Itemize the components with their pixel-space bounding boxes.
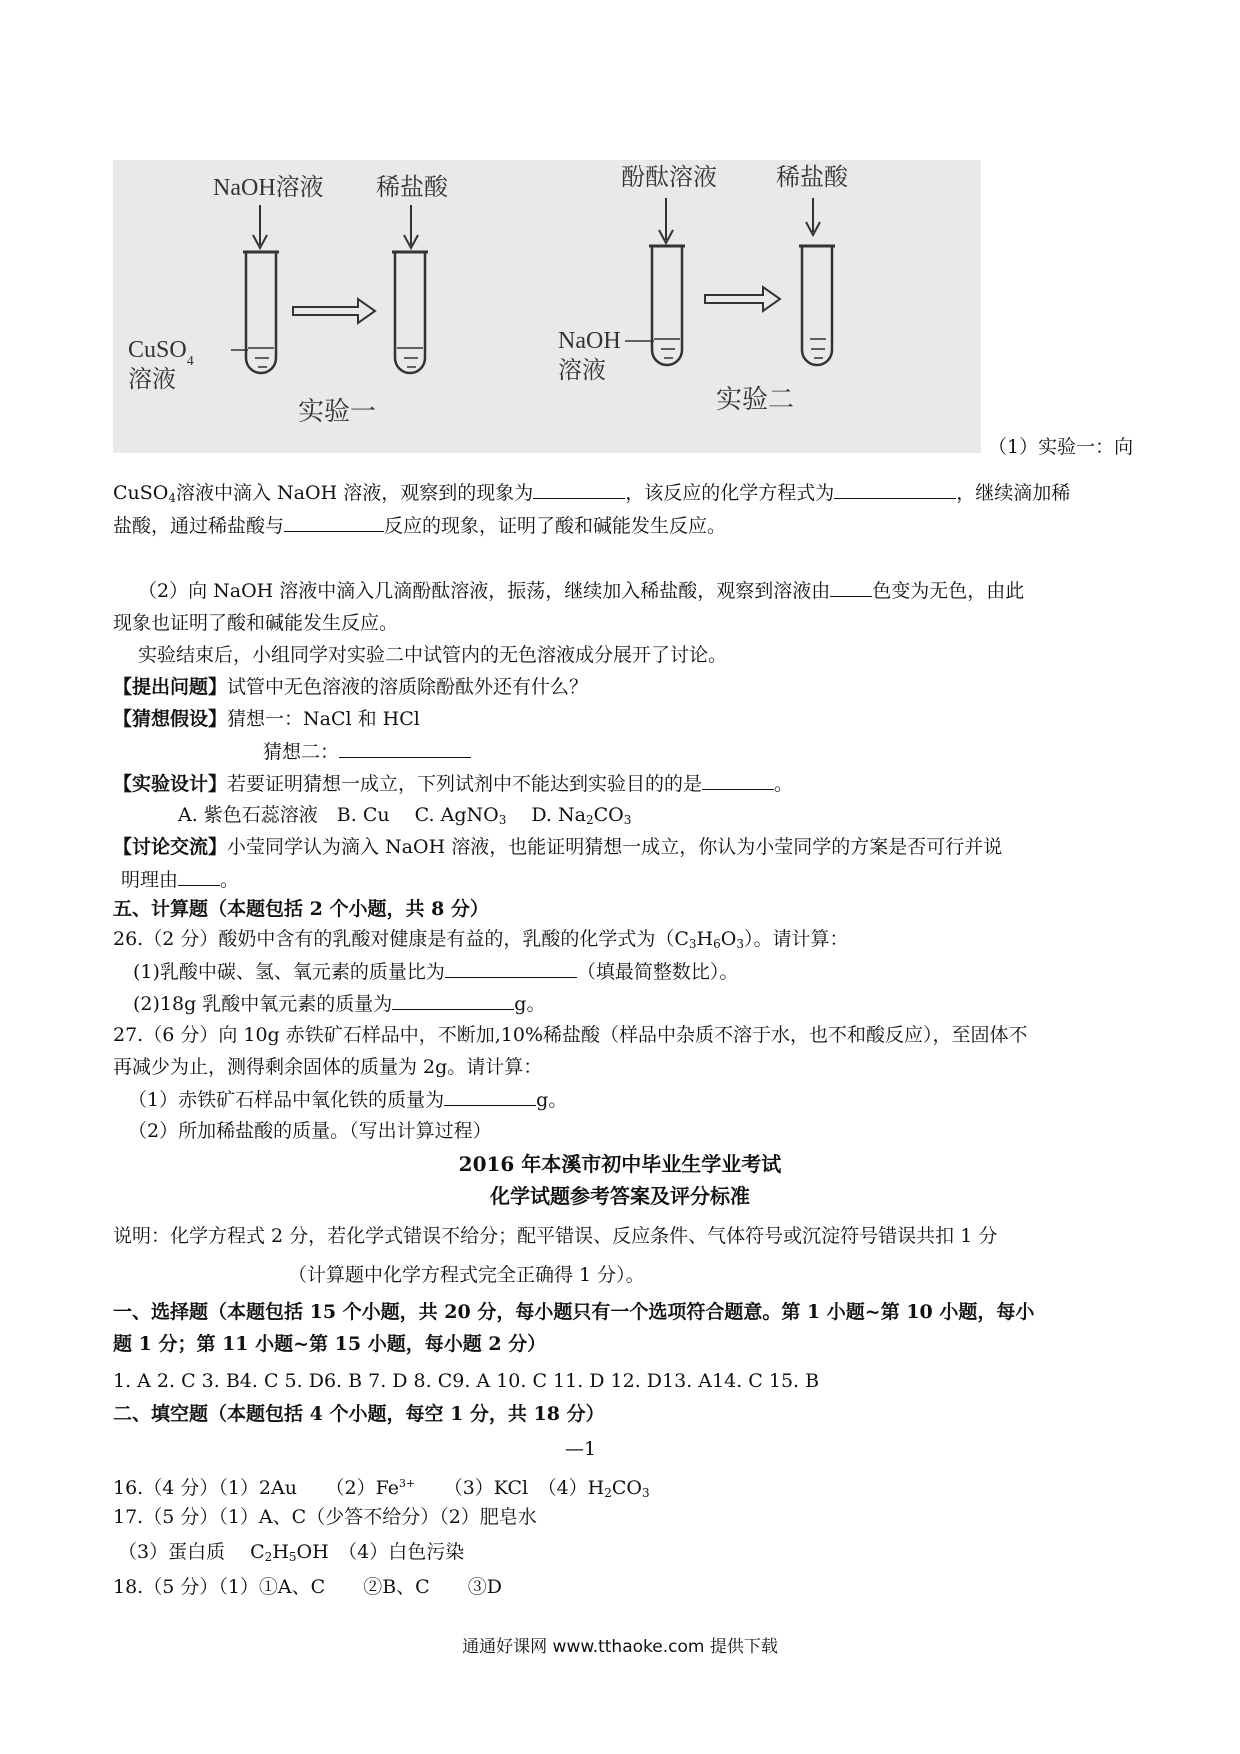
exp1-test-tube-1 <box>231 252 279 373</box>
answer-blank[interactable] <box>533 478 625 499</box>
answer-blank[interactable] <box>339 737 471 758</box>
answer-16: 16.（4 分）（1）2Au $(2)Fe^{3+}$ （3）KCl $(4)H_2CO_3$ <box>113 1477 650 1500</box>
text-line: 说明：化学方程式 2 分，若化学式错误不给分；配平错误、反应条件、气体符号或沉淀符号错误共扣 1 分 <box>113 1225 998 1247</box>
answer-17-cont: （3）蛋白质 $C_2H_5OH$ （4）白色污染 <box>118 1541 465 1564</box>
experiment-diagram <box>113 160 981 453</box>
answer-blank[interactable] <box>830 576 872 597</box>
text-line: 猜想二： <box>263 737 471 766</box>
q1-intro: （1）实验一：向 <box>988 436 1134 458</box>
section-heading: 五、计算题（本题包括 2 个小题，共 8 分） <box>113 898 489 920</box>
exp2-solution-label: NaOH <box>558 328 621 354</box>
text-line: 【提出问题】试管中无色溶液的溶质除酚酞外还有什么？ <box>113 676 589 698</box>
answer-blank[interactable] <box>444 1085 536 1106</box>
exp2-solution-label-2: 溶液 <box>558 358 606 384</box>
answer-blank[interactable] <box>702 769 774 790</box>
answer-blank[interactable] <box>284 511 384 532</box>
text-line: CuSO$_4$溶液中滴入 NaOH 溶液，观察到的现象为 ，该反应的化学方程式为 ，继续滴加稀 <box>113 478 1070 512</box>
exp1-caption: 实验一 <box>298 397 377 426</box>
text-line: （计算题中化学方程式完全正确得 1 分）。 <box>288 1264 645 1286</box>
exp2-test-tube-1 <box>625 246 685 365</box>
exp1-solution-label: CuSO <box>128 337 187 363</box>
exp1-reagent2-label: 稀盐酸 <box>376 175 448 201</box>
answers-line: 1. A 2. C 3. B4. C 5. D6. B 7. D 8. C9. A 10. C 11. D 12. D13. A14. C 15. B <box>113 1370 820 1392</box>
exp1-solution-sub: 4 <box>186 354 194 369</box>
exp2-process-arrow <box>705 287 780 311</box>
exp1-process-arrow <box>293 299 375 323</box>
exp2-test-tube-2 <box>799 246 835 365</box>
page-number: —1 <box>565 1438 597 1460</box>
text-line: (2)18g 乳酸中氧元素的质量为 g。 <box>133 989 545 1018</box>
svg-text:CuSO4 <box>128 337 194 369</box>
text-line: 现象也证明了酸和碱能发生反应。 <box>113 612 399 634</box>
answer-blank[interactable] <box>392 989 514 1010</box>
exp1-reagent1-label: NaOH溶液 <box>213 175 324 201</box>
footer-text: 通通好课网 www.tthaoke.com 提供下载 <box>462 1637 778 1657</box>
answer-18: 18.（5 分）（1）①A、C ②B、C ③D <box>113 1576 502 1598</box>
exp1-test-tube-2 <box>392 252 428 373</box>
answer-blank[interactable] <box>178 865 220 886</box>
question-26: 26.（2 分）酸奶中含有的乳酸对健康是有益的，乳酸的化学式为$(C_3H_6O_3)$。请计算： <box>113 928 849 951</box>
text-line: （2）所加稀盐酸的质量。（写出计算过程） <box>128 1120 492 1142</box>
choice-line: A. 紫色石蕊溶液 B. Cu C. AgNO$_3$ D. $Na_2CO_3$ <box>178 804 632 827</box>
question-27: 27.（6 分）向 10g 赤铁矿石样品中，不断加,10%稀盐酸（样品中杂质不溶于水，也不和酸反应），至固体不 <box>113 1024 1028 1046</box>
text-line: 【讨论交流】小莹同学认为滴入 NaOH 溶液，也能证明猜想一成立，你认为小莹同学的方案是否可行并说 <box>113 836 1003 858</box>
answer-key-subtitle: 化学试题参考答案及评分标准 <box>490 1184 750 1208</box>
text-line: （1）赤铁矿石样品中氧化铁的质量为 g。 <box>128 1085 567 1114</box>
text-line: 【猜想假设】猜想一：NaCl 和 HCl <box>113 708 420 730</box>
text-line: 盐酸，通过稀盐酸与 反应的现象，证明了酸和碱能发生反应。 <box>113 511 726 540</box>
exp2-caption: 实验二 <box>716 385 795 414</box>
section-heading: 二、填空题（本题包括 4 个小题，每空 1 分，共 18 分） <box>113 1403 605 1425</box>
section-heading: 一、选择题（本题包括 15 个小题，共 20 分，每小题只有一个选项符合题意。第 1 小题~第 10 小题，每小 <box>113 1301 1035 1323</box>
answer-17: 17.（5 分）（1）A、C（少答不给分）（2）肥皂水 <box>113 1506 537 1528</box>
text-line: 实验结束后，小组同学对实验二中试管内的无色溶液成分展开了讨论。 <box>138 644 728 666</box>
answer-key-title: 2016 年本溪市初中毕业生学业考试 <box>458 1152 782 1176</box>
exp2-reagent1-label: 酚酞溶液 <box>621 165 717 191</box>
text-line: 明理由 。 <box>121 865 239 894</box>
text-line: (1)乳酸中碳、氢、氧元素的质量比为 （填最简整数比）。 <box>133 957 738 986</box>
answer-blank[interactable] <box>445 957 577 978</box>
exp2-reagent2-label: 稀盐酸 <box>776 165 848 191</box>
text-line: 再减少为止，测得剩余固体的质量为 2g。请计算： <box>113 1056 543 1078</box>
experiment-figure <box>113 160 981 453</box>
exp1-solution-label-2: 溶液 <box>128 367 176 393</box>
text-line: 【实验设计】若要证明猜想一成立，下列试剂中不能达到实验目的的是 。 <box>113 769 793 798</box>
answer-blank[interactable] <box>834 478 956 499</box>
section-heading-cont: 题 1 分；第 11 小题~第 15 小题，每小题 2 分） <box>113 1333 547 1355</box>
text-line: （2）向 NaOH 溶液中滴入几滴酚酞溶液，振荡，继续加入稀盐酸，观察到溶液由 色变为无色，由此 <box>138 576 1024 605</box>
